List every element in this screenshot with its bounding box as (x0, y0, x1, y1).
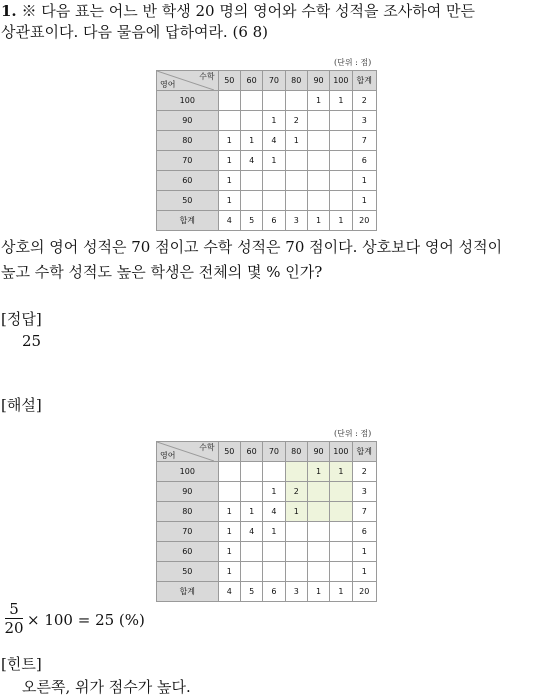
table-cell (307, 131, 329, 151)
solution-heading: [해설] (1, 396, 42, 414)
table-unit-label: (단위 : 점) (334, 58, 372, 67)
table-cell: 1 (263, 111, 285, 131)
solution-table-cell (307, 522, 329, 542)
table-cell (285, 91, 307, 111)
row-header: 60 (157, 171, 219, 191)
table-cell: 2 (352, 91, 376, 111)
table-cell (263, 191, 285, 211)
table-cell (307, 151, 329, 171)
table-cell (307, 111, 329, 131)
table-cell (240, 91, 262, 111)
solution-table-cell: 1 (330, 582, 352, 602)
answer-heading: [정답] (1, 310, 42, 328)
column-header: 100 (330, 71, 352, 91)
solution-table-cell (330, 542, 352, 562)
solution-table-row (157, 462, 377, 482)
table-cell: 4 (263, 131, 285, 151)
solution-table-cell (240, 462, 262, 482)
solution-table-cell: 1 (218, 522, 240, 542)
table-cell (307, 171, 329, 191)
table-cell (240, 191, 262, 211)
solution-row-header: 60 (157, 542, 219, 562)
solution-table-cell: 3 (285, 582, 307, 602)
solution-table-cell (307, 502, 329, 522)
row-header: 90 (157, 111, 219, 131)
table-cell: 5 (240, 211, 262, 231)
solution-column-header: 50 (218, 442, 240, 462)
solution-table-cell (285, 562, 307, 582)
column-header: 60 (240, 71, 262, 91)
question-line-1 (1, 1, 475, 21)
solution-row-header: 90 (157, 482, 219, 502)
solution-column-header: 합계 (352, 442, 376, 462)
solution-table-unit-label: (단위 : 점) (334, 429, 372, 438)
solution-table-cell (285, 522, 307, 542)
solution-table-cell (330, 522, 352, 542)
hint-text: 오른쪽, 위가 점수가 높다. (22, 678, 191, 696)
row-header: 50 (157, 191, 219, 211)
solution-table-cell (285, 542, 307, 562)
solution-table-cell (330, 562, 352, 582)
row-header: 80 (157, 131, 219, 151)
solution-table-cell: 1 (285, 502, 307, 522)
table-cell: 1 (218, 191, 240, 211)
solution-corner-cell (157, 442, 219, 462)
solution-table-cell (330, 502, 352, 522)
table-cell (285, 171, 307, 191)
table-cell: 1 (263, 151, 285, 171)
table-cell: 1 (307, 211, 329, 231)
header-row (157, 71, 377, 91)
table-cell (330, 131, 352, 151)
table-cell: 7 (352, 131, 376, 151)
column-header: 90 (307, 71, 329, 91)
table-cell (307, 191, 329, 211)
table-cell: 1 (307, 91, 329, 111)
table-cell: 1 (352, 191, 376, 211)
solution-table-row (157, 562, 377, 582)
solution-table-cell: 6 (352, 522, 376, 542)
table-cell: 1 (218, 171, 240, 191)
solution-row-header: 70 (157, 522, 219, 542)
table-cell (240, 171, 262, 191)
solution-table-cell (307, 562, 329, 582)
solution-table-cell (240, 562, 262, 582)
solution-formula: × 100 = 25 (%) (27, 611, 145, 629)
table-cell: 4 (240, 151, 262, 171)
solution-correlation-table (156, 441, 377, 602)
solution-table-cell (240, 542, 262, 562)
solution-table-row (157, 582, 377, 602)
solution-table-cell: 1 (307, 582, 329, 602)
table-cell (330, 111, 352, 131)
table-cell (330, 151, 352, 171)
solution-column-header: 100 (330, 442, 352, 462)
table-cell (218, 91, 240, 111)
solution-table-row (157, 522, 377, 542)
solution-table-cell (263, 462, 285, 482)
solution-table-cell: 1 (307, 462, 329, 482)
fraction-numerator: 5 (9, 600, 19, 618)
table-cell: 1 (352, 171, 376, 191)
solution-column-header: 70 (263, 442, 285, 462)
table-cell: 1 (240, 131, 262, 151)
table-row (157, 91, 377, 111)
solution-table-cell (307, 482, 329, 502)
solution-table-cell: 1 (218, 542, 240, 562)
solution-table-cell (307, 542, 329, 562)
table-cell: 3 (285, 211, 307, 231)
solution-table-cell (263, 562, 285, 582)
solution-table-cell (240, 482, 262, 502)
solution-fraction (4, 600, 24, 637)
question-number: 1. (1, 2, 17, 20)
solution-table-cell: 2 (352, 462, 376, 482)
solution-table-cell: 1 (218, 562, 240, 582)
solution-row-header: 100 (157, 462, 219, 482)
prompt-line-1: 상호의 영어 성적은 70 점이고 수학 성적은 70 점이다. 상호보다 영어 성적이 (1, 238, 503, 256)
solution-table-cell: 1 (330, 462, 352, 482)
solution-table-cell: 1 (263, 522, 285, 542)
table-cell: 6 (263, 211, 285, 231)
solution-row-header: 합계 (157, 582, 219, 602)
fraction-denominator: 20 (4, 619, 24, 637)
table-row (157, 131, 377, 151)
solution-table-cell (218, 482, 240, 502)
solution-table-cell: 20 (352, 582, 376, 602)
table-cell: 6 (352, 151, 376, 171)
table-cell (263, 171, 285, 191)
solution-corner-english-label: 영어 (160, 451, 176, 460)
solution-row-header: 80 (157, 502, 219, 522)
solution-table-cell: 4 (263, 502, 285, 522)
table-cell: 1 (330, 211, 352, 231)
table-row (157, 211, 377, 231)
solution-table-cell (285, 462, 307, 482)
column-header: 80 (285, 71, 307, 91)
answer-value: 25 (22, 332, 42, 350)
table-cell: 3 (352, 111, 376, 131)
solution-table-cell (263, 542, 285, 562)
table-cell (285, 151, 307, 171)
table-cell (330, 171, 352, 191)
table-cell (263, 91, 285, 111)
table-cell: 2 (285, 111, 307, 131)
correlation-table (156, 70, 377, 231)
table-cell: 4 (218, 211, 240, 231)
table-cell: 1 (218, 131, 240, 151)
table-cell: 1 (285, 131, 307, 151)
solution-column-header: 60 (240, 442, 262, 462)
solution-table-row (157, 542, 377, 562)
solution-corner-math-label: 수학 (199, 443, 215, 452)
row-header: 70 (157, 151, 219, 171)
solution-table-cell: 1 (240, 502, 262, 522)
solution-table-cell: 2 (285, 482, 307, 502)
solution-table-cell: 1 (263, 482, 285, 502)
column-header: 70 (263, 71, 285, 91)
column-header: 합계 (352, 71, 376, 91)
solution-table-row (157, 502, 377, 522)
solution-table-cell: 6 (263, 582, 285, 602)
solution-row-header: 50 (157, 562, 219, 582)
table-row (157, 151, 377, 171)
table-cell: 1 (218, 151, 240, 171)
corner-english-label: 영어 (160, 80, 176, 89)
solution-table-cell: 1 (218, 502, 240, 522)
prompt-line-2: 높고 수학 성적도 높은 학생은 전체의 몇 % 인가? (1, 263, 323, 281)
solution-table-cell: 7 (352, 502, 376, 522)
table-row (157, 171, 377, 191)
solution-table-cell: 3 (352, 482, 376, 502)
table-cell: 20 (352, 211, 376, 231)
table-row (157, 111, 377, 131)
solution-column-header: 80 (285, 442, 307, 462)
solution-table-cell: 4 (218, 582, 240, 602)
solution-column-header: 90 (307, 442, 329, 462)
question-text-2: 상관표이다. 다음 물음에 답하여라. (6 8) (1, 23, 269, 41)
table-cell (330, 191, 352, 211)
row-header: 합계 (157, 211, 219, 231)
corner-math-label: 수학 (199, 72, 215, 81)
table-cell (240, 111, 262, 131)
solution-table-cell (218, 462, 240, 482)
hint-heading: [힌트] (1, 655, 42, 673)
solution-table-cell: 4 (240, 522, 262, 542)
table-cell (218, 111, 240, 131)
question-text-1: ※ 다음 표는 어느 반 학생 20 명의 영어와 수학 성적을 조사하여 만든 (21, 2, 476, 20)
corner-cell (157, 71, 219, 91)
solution-table-cell (330, 482, 352, 502)
column-header: 50 (218, 71, 240, 91)
solution-table-cell: 1 (352, 542, 376, 562)
table-cell (285, 191, 307, 211)
solution-table-cell: 1 (352, 562, 376, 582)
row-header: 100 (157, 91, 219, 111)
table-cell: 1 (330, 91, 352, 111)
solution-table-row (157, 482, 377, 502)
solution-header-row (157, 442, 377, 462)
solution-table-cell: 5 (240, 582, 262, 602)
table-row (157, 191, 377, 211)
